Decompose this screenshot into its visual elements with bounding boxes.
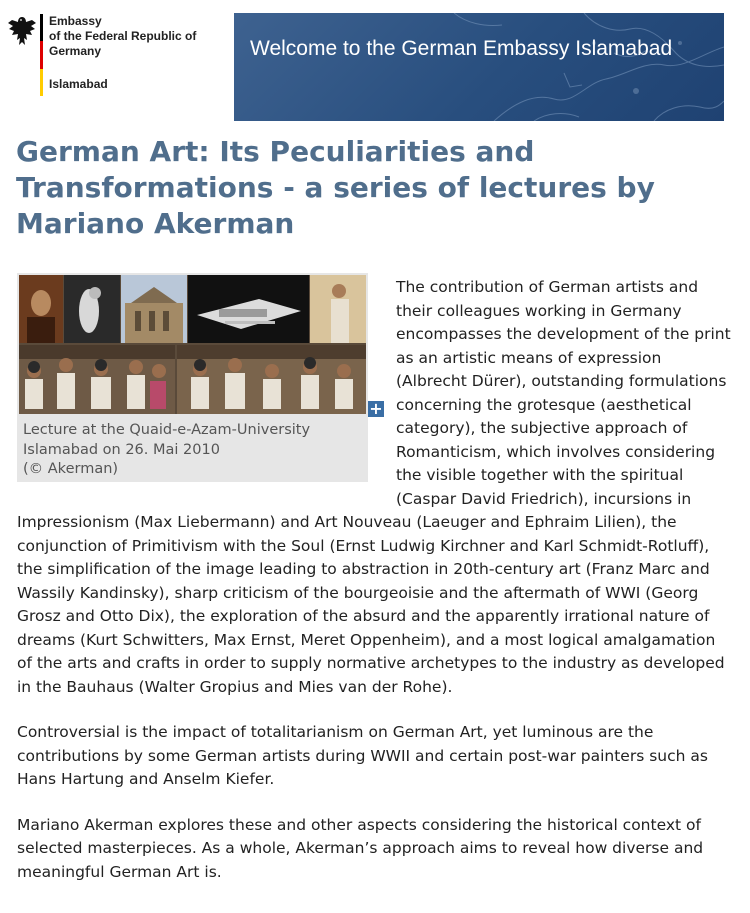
header-banner bbox=[234, 13, 724, 121]
paragraph: Mariano Akerman explores these and other aspects considering the historical context of selected masterpieces. As a whole, Akerman’s approach aims to reveal how diverse and meaningful German Art is. bbox=[17, 815, 704, 881]
map-background bbox=[234, 13, 724, 121]
logo-line-3: Germany bbox=[49, 44, 102, 58]
federal-eagle-icon bbox=[6, 14, 38, 48]
plus-icon[interactable]: + bbox=[369, 399, 383, 418]
embassy-logo[interactable] bbox=[49, 14, 196, 59]
page-title: German Art: Its Peculiarities and Transformations - a series of lectures by Mariano Akerman bbox=[16, 135, 655, 240]
paragraph: The contribution of German artists and their colleagues working in Germany encompasses the development of the print as an artistic means of expression (Albrecht Dürer), outstanding formulations concerning the grotesque (aesthetical category), the subjective approach of Romanticism, which involves considering the visible together with the spiritual (Caspar David Friedrich), incursions in Impressionism (Max Liebermann) and Art Nouveau (Laeuger and Ephraim Lilien), the conjunction of Primitivism with the Soul (Ernst Ludwig Kirchner and Karl Schmidt-Rotluff), the simplification of the image leading to abstraction in 20th-century art (Franz Marc and Wassily Kandinsky), sharp criticism of the bourgeoisie and the aftermath of WWI (Georg Grosz and Otto Dix), the exploration of the absurd and the apparently irrational nature of dreams (Kurt Schwitters, Max Ernst, Meret Oppenheim), and a most logical amalgamation of the arts and crafts in order to supply normative archetypes to the industry as developed in the Bauhaus (Walter Gropius and Mies van der Rohe). bbox=[17, 278, 731, 696]
paragraph: Controversial is the impact of totalitarianism on German Art, yet luminous are the contributions by some German artists during WWII and certain post-war painters such as Hans Hartung and Anselm Kiefer. bbox=[17, 723, 708, 788]
image-caption: Lecture at the Quaid-e-Azam-University Islamabad on 26. Mai 2010 bbox=[23, 422, 311, 458]
logo-line-2: of the Federal Republic of bbox=[49, 29, 197, 43]
banner-title: Welcome to the German Embassy Islamabad bbox=[250, 37, 673, 60]
flag-stripe bbox=[40, 14, 43, 96]
article-body bbox=[17, 276, 733, 906]
logo-city: Islamabad bbox=[49, 77, 108, 91]
image-credit: (© Akerman) bbox=[23, 461, 119, 477]
logo-line-1: Embassy bbox=[49, 14, 102, 28]
